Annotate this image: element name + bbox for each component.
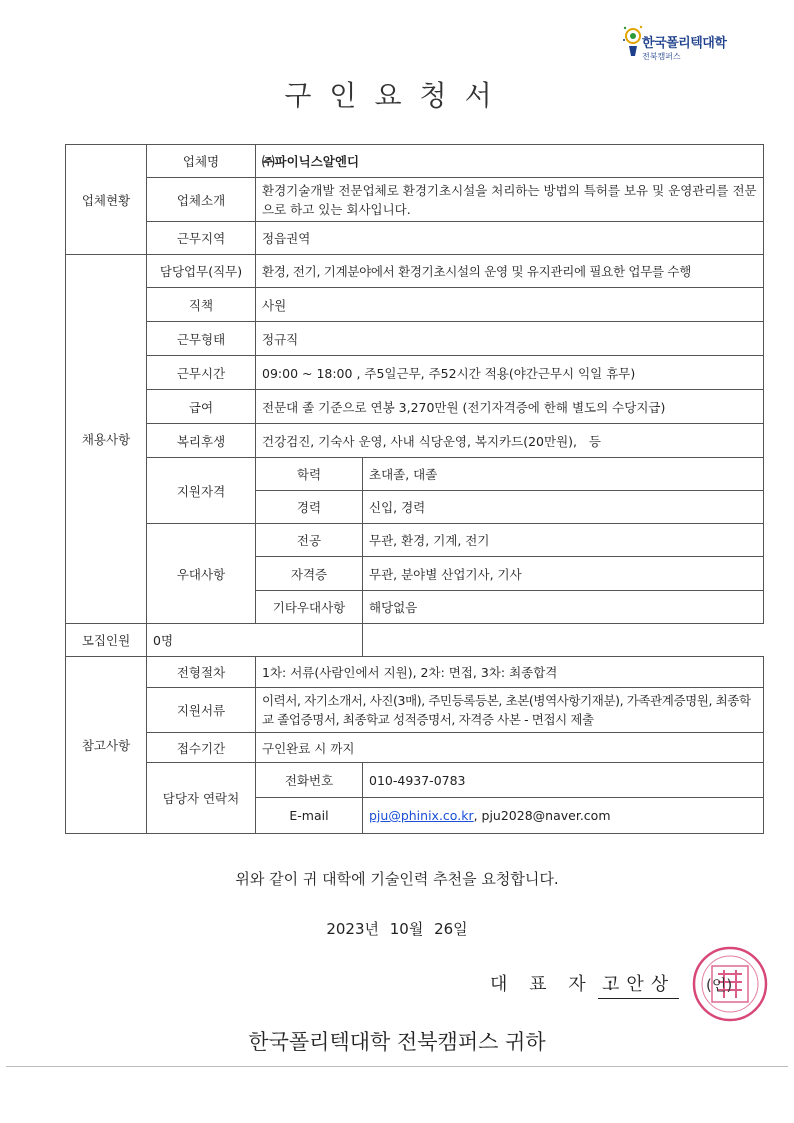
welfare: 건강검진, 기숙사 운영, 사내 식당운영, 복지카드(20만원), 등 <box>256 424 764 458</box>
phone: 010-4937-0783 <box>363 763 764 798</box>
major: 무관, 환경, 기계, 전기 <box>363 524 764 557</box>
document-title: 구인요청서 <box>284 79 510 112</box>
request-form-table <box>65 144 764 834</box>
documents-label: 지원서류 <box>147 688 256 733</box>
phone-label: 전화번호 <box>256 763 363 798</box>
company-name-label: 업체명 <box>147 145 256 178</box>
closing-statement: 위와 같이 귀 대학에 기술인력 추천을 요청합니다. <box>235 870 559 888</box>
email-label: E-mail <box>256 798 363 834</box>
welfare-label: 복리후생 <box>147 424 256 458</box>
education: 초대졸, 대졸 <box>363 458 764 491</box>
section-company: 업체현황 <box>66 145 147 255</box>
logo-name: 한국폴리텍대학 <box>642 36 727 51</box>
process: 1차: 서류(사람인에서 지원), 2차: 면접, 3차: 최종합격 <box>256 657 764 688</box>
recipient-footer: 한국폴리텍대학 전북캠퍼스 귀하 <box>248 1030 546 1054</box>
college-logo <box>622 20 762 64</box>
company-seal <box>690 944 770 1024</box>
period: 구인완료 시 까지 <box>256 733 764 763</box>
certificate-label: 자격증 <box>256 557 363 591</box>
work-hours: 09:00 ~ 18:00 , 주5일근무, 주52시간 적용(야간근무시 익일 휴무) <box>256 356 764 390</box>
email <box>363 798 764 834</box>
qualification-label: 지원자격 <box>147 458 256 524</box>
company-intro-label: 업체소개 <box>147 178 256 222</box>
location: 정읍권역 <box>256 222 764 255</box>
certificate: 무관, 분야별 산업기사, 기사 <box>363 557 764 591</box>
salary-label: 급여 <box>147 390 256 424</box>
request-date: 2023년 10월 26일 <box>326 920 468 938</box>
representative-label: 대 표 자 : <box>490 974 622 995</box>
documents: 이력서, 자기소개서, 사진(3매), 주민등록등본, 초본(병역사항기재분), 가족관계증명원, 최종학교 졸업증명서, 최종학교 성적증명서, 자격증 사본 - 면접시 제출 <box>256 688 764 733</box>
contact-label: 담당자 연락처 <box>147 763 256 834</box>
other-preference-label: 기타우대사항 <box>256 591 363 624</box>
period-label: 접수기간 <box>147 733 256 763</box>
section-reference: 참고사항 <box>66 657 147 834</box>
logo-campus: 전북캠퍼스 <box>642 52 681 61</box>
major-label: 전공 <box>256 524 363 557</box>
salary: 전문대 졸 기준으로 연봉 3,270만원 (전기자격증에 한해 별도의 수당지급) <box>256 390 764 424</box>
work-type-label: 근무형태 <box>147 322 256 356</box>
email-link[interactable]: pju@phinix.co.kr <box>369 808 474 823</box>
position: 사원 <box>256 288 764 322</box>
work-hours-label: 근무시간 <box>147 356 256 390</box>
duty: 환경, 전기, 기계분야에서 환경기초시설의 운영 및 유지관리에 필요한 업무를 수행 <box>256 255 764 288</box>
headcount-label: 모집인원 <box>66 624 147 657</box>
preference-label: 우대사항 <box>147 524 256 624</box>
position-label: 직책 <box>147 288 256 322</box>
logo-icon <box>622 22 644 62</box>
company-name: ㈜파이닉스알엔디 <box>256 145 764 178</box>
representative-name: 고안상 <box>598 970 679 999</box>
work-type: 정규직 <box>256 322 764 356</box>
email-secondary: , pju2028@naver.com <box>473 808 611 823</box>
seal-mark: (인) <box>706 976 733 994</box>
location-label: 근무지역 <box>147 222 256 255</box>
other-preference: 해당없음 <box>363 591 764 624</box>
education-label: 학력 <box>256 458 363 491</box>
headcount: 0명 <box>147 624 363 657</box>
section-hiring: 채용사항 <box>66 255 147 624</box>
duty-label: 담당업무(직무) <box>147 255 256 288</box>
experience: 신입, 경력 <box>363 491 764 524</box>
experience-label: 경력 <box>256 491 363 524</box>
company-intro: 환경기술개발 전문업체로 환경기초시설을 처리하는 방법의 특허를 보유 및 운영관리를 전문으로 하고 있는 회사입니다. <box>256 178 764 222</box>
footer-divider <box>6 1066 788 1067</box>
process-label: 전형절차 <box>147 657 256 688</box>
